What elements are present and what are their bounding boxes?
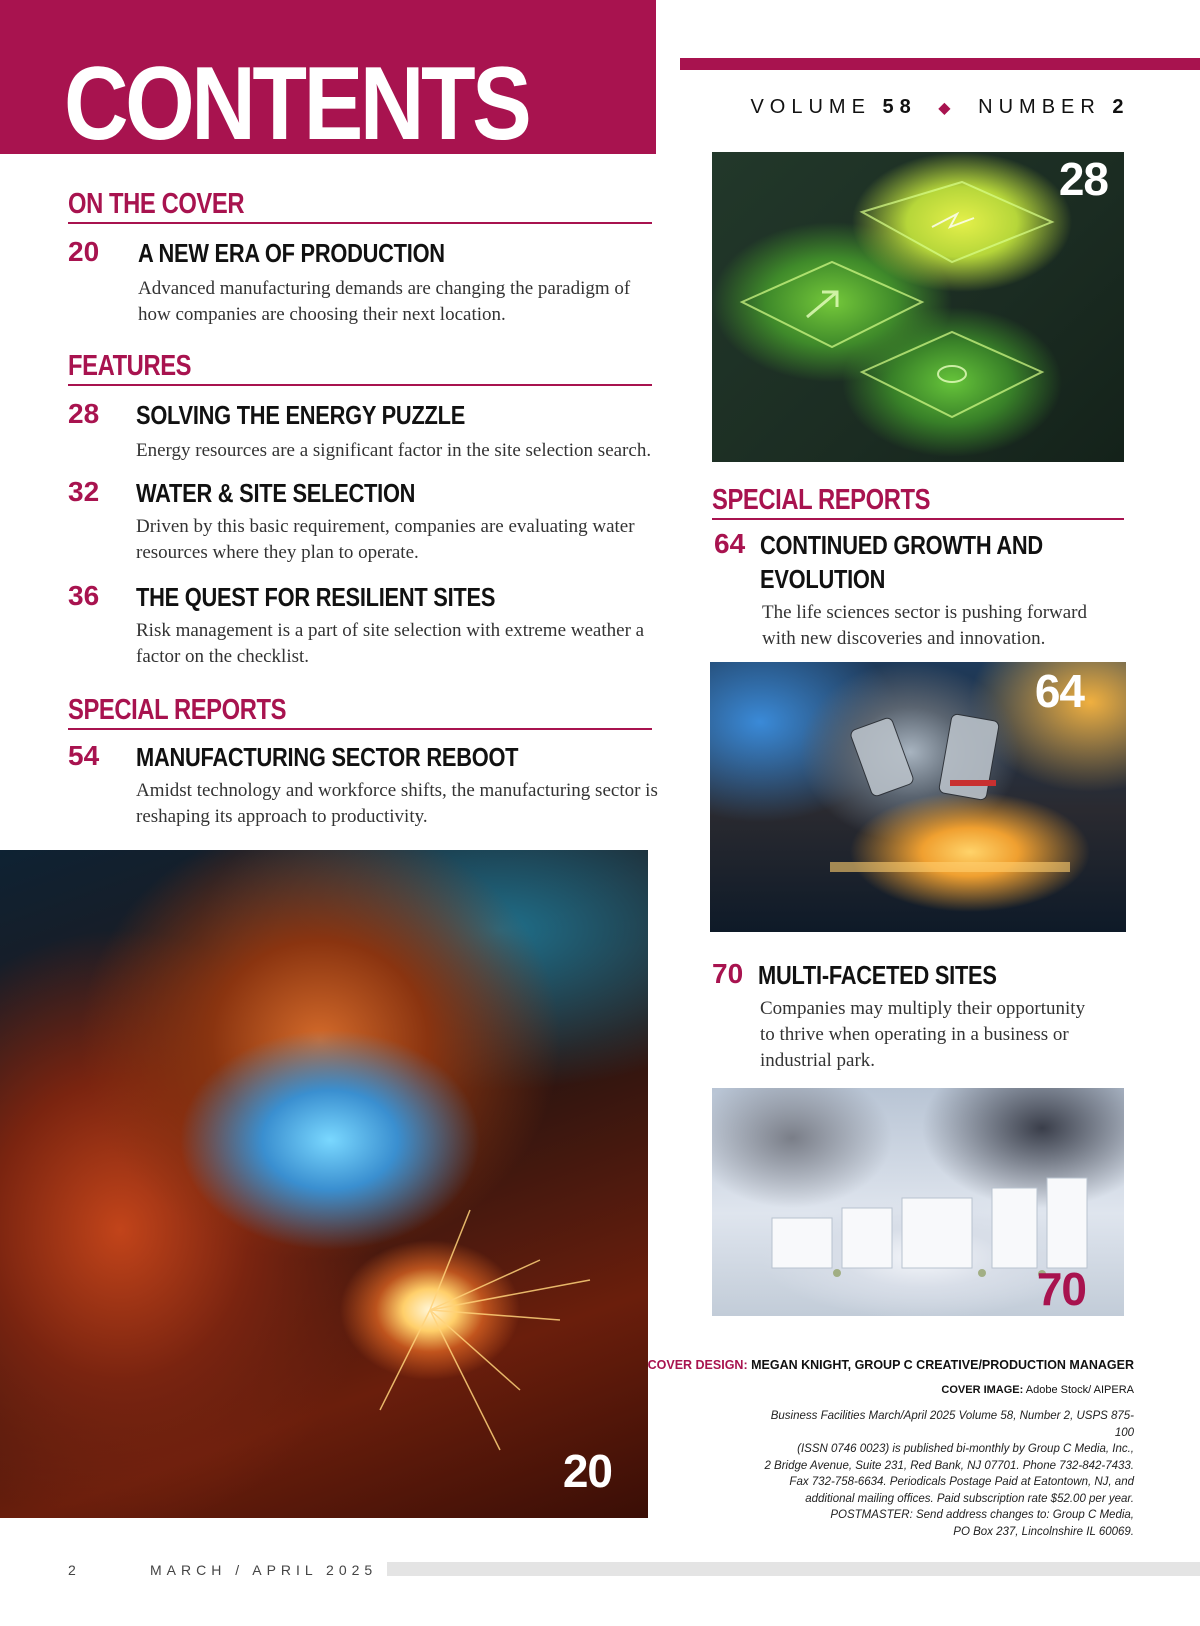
cover-design-credit bbox=[648, 1358, 1134, 1372]
entry-description: Amidst technology and workforce shifts, the manufacturing sector is reshaping its approach to productivity. bbox=[136, 780, 658, 827]
issue-number: 2 bbox=[1112, 96, 1130, 118]
entry-title-multi-faceted-sites[interactable]: MULTI-FACETED SITES bbox=[758, 960, 997, 990]
entry-description: Companies may multiply their opportunity to thrive when operating in a business or industrial park. bbox=[760, 998, 1086, 1071]
cover-design-label: COVER DESIGN: bbox=[647, 1358, 748, 1372]
entry-page-number[interactable]: 64 bbox=[714, 528, 746, 559]
photo-page-number: 70 bbox=[1036, 1263, 1086, 1315]
volume-label: VOLUME bbox=[750, 96, 871, 118]
entry-title-water-site-selection[interactable]: WATER & SITE SELECTION bbox=[136, 478, 416, 508]
section-rule bbox=[68, 728, 652, 730]
diamond-icon: ◆ bbox=[938, 100, 957, 117]
entry-page-number[interactable]: 36 bbox=[68, 580, 100, 611]
entry-title-manufacturing-reboot[interactable]: MANUFACTURING SECTOR REBOOT bbox=[136, 742, 519, 772]
entry-description: Energy resources are a significant factor in the site selection search. bbox=[136, 440, 652, 461]
entry-page-number[interactable]: 20 bbox=[68, 236, 100, 267]
publication-line: Fax 732-758-6634. Periodicals Postage Paid at Eatontown, NJ, and bbox=[789, 1476, 1134, 1488]
section-heading-special-reports: SPECIAL REPORTS bbox=[68, 694, 287, 726]
entry-title-new-era[interactable]: A NEW ERA OF PRODUCTION bbox=[138, 238, 445, 268]
entry-title-energy-puzzle[interactable]: SOLVING THE ENERGY PUZZLE bbox=[136, 400, 466, 430]
entry-description: Advanced manufacturing demands are changing the paradigm of how companies are choosing their next location. bbox=[138, 278, 631, 325]
microscope-photo[interactable] bbox=[710, 662, 1126, 932]
sparks-overlay bbox=[0, 850, 648, 1518]
publication-line: PO Box 237, Lincolnshire IL 60069. bbox=[953, 1525, 1134, 1538]
cover-image-credit bbox=[941, 1384, 1134, 1396]
cover-design-value: MEGAN KNIGHT, GROUP C CREATIVE/PRODUCTION MANAGER bbox=[751, 1358, 1134, 1372]
top-accent-rule bbox=[680, 58, 1200, 70]
page-title: CONTENTS bbox=[64, 46, 529, 154]
footer-bar bbox=[387, 1562, 1200, 1576]
entry-title-continued-growth-line2[interactable]: EVOLUTION bbox=[760, 564, 886, 594]
publication-line: Business Facilities March/April 2025 Volume 58, Number 2, USPS 875-100 bbox=[770, 1410, 1134, 1439]
entry-title-continued-growth[interactable]: CONTINUED GROWTH AND bbox=[760, 530, 1043, 560]
number-label: NUMBER bbox=[978, 96, 1101, 118]
entry-title-resilient-sites[interactable]: THE QUEST FOR RESILIENT SITES bbox=[136, 582, 496, 612]
city-model-photo[interactable] bbox=[712, 1088, 1124, 1316]
photo-page-number: 20 bbox=[562, 1445, 612, 1497]
publication-line: POSTMASTER: Send address changes to: Group C Media, bbox=[830, 1509, 1134, 1521]
section-heading-features: FEATURES bbox=[68, 350, 192, 382]
section-rule bbox=[68, 384, 652, 386]
volume-issue-line bbox=[680, 96, 1200, 119]
entry-description: The life sciences sector is pushing forward with new discoveries and innovation. bbox=[762, 602, 1088, 649]
entry-description: Driven by this basic requirement, companies are evaluating water resources where they plan to operate. bbox=[136, 516, 635, 563]
publication-line: 2 Bridge Avenue, Suite 231, Red Bank, NJ 07701. Phone 732-842-7433. bbox=[764, 1459, 1134, 1472]
entry-description: Risk management is a part of site selection with extreme weather a factor on the checklist. bbox=[136, 620, 645, 667]
photo-page-number: 28 bbox=[1058, 153, 1108, 205]
section-heading-on-the-cover: ON THE COVER bbox=[68, 188, 245, 220]
welder-photo[interactable] bbox=[0, 850, 648, 1518]
publication-line: additional mailing offices. Paid subscription rate $52.00 per year. bbox=[805, 1492, 1134, 1505]
cover-image-label: COVER IMAGE: bbox=[941, 1384, 1024, 1396]
entry-page-number[interactable]: 70 bbox=[712, 958, 744, 989]
publication-line: (ISSN 0746 0023) is published bi-monthly by Group C Media, Inc., bbox=[797, 1443, 1134, 1455]
entry-page-number[interactable]: 54 bbox=[68, 740, 100, 771]
entry-page-number[interactable]: 32 bbox=[68, 476, 100, 507]
cover-image-value: Adobe Stock/ AIPERA bbox=[1025, 1384, 1134, 1396]
section-rule bbox=[68, 222, 652, 224]
section-rule bbox=[712, 518, 1124, 520]
publication-info bbox=[754, 1408, 1134, 1540]
footer-page-number: 2 bbox=[68, 1562, 78, 1578]
footer-issue-date: MARCH / APRIL 2025 bbox=[150, 1562, 378, 1578]
volume-number: 58 bbox=[882, 96, 917, 118]
energy-puzzle-photo[interactable] bbox=[712, 152, 1124, 462]
contents-masthead bbox=[0, 0, 656, 154]
entry-page-number[interactable]: 28 bbox=[68, 398, 100, 429]
photo-page-number: 64 bbox=[1034, 665, 1084, 717]
section-heading-special-reports: SPECIAL REPORTS bbox=[712, 484, 931, 516]
